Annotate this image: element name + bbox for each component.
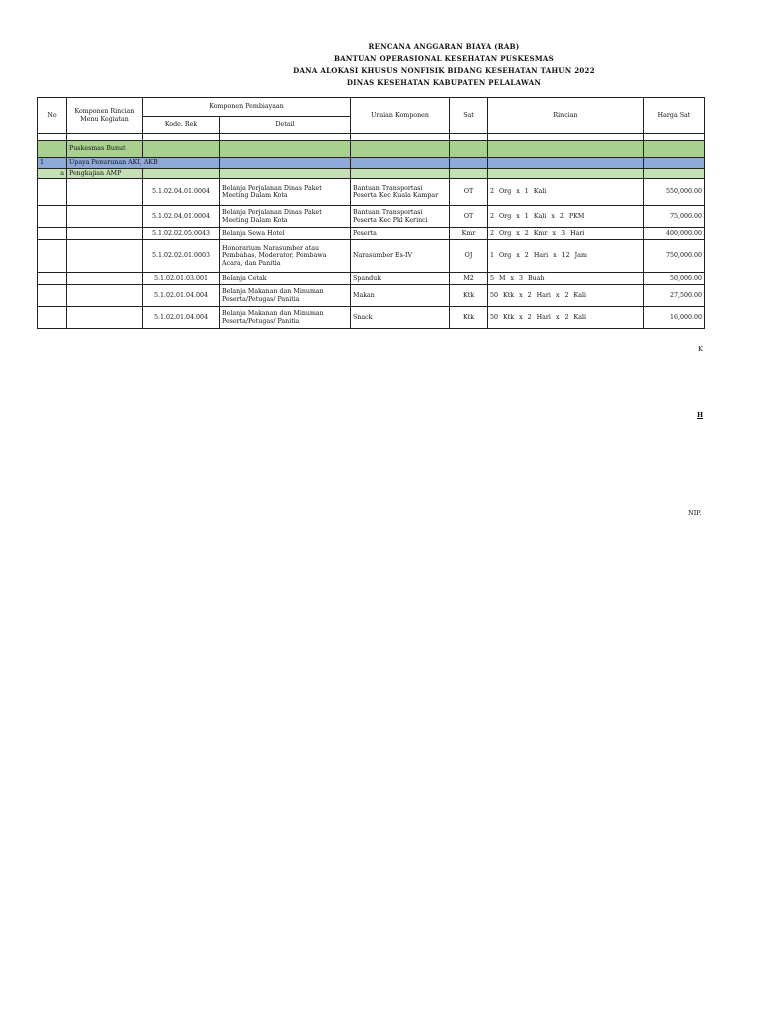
section-row (38, 141, 705, 158)
rincian-token: x (551, 212, 555, 220)
rincian-token: 12 (561, 252, 570, 260)
cell-uraian: Narasumber Es-IV (351, 240, 450, 273)
header-sat: Sat (450, 98, 488, 134)
cell-kode: 5.1.02.02.01.0003 (143, 240, 220, 273)
cell-detail: Honorarium Narasumber atau Pembahas, Moderator, Pembawa Acara, dan Panitia (220, 240, 351, 273)
cell-sat: M2 (450, 273, 488, 285)
rincian-token: 1 (490, 252, 495, 260)
title-line-2: BANTUAN OPERASIONAL KESEHATAN PUSKESMAS (333, 54, 555, 63)
rincian-token: 2 (527, 313, 532, 321)
rincian-token: 2 (490, 212, 495, 220)
cell-komponen (67, 307, 143, 329)
cell-uraian: Bantuan Transportasi Peserta Kec Pkl Kerinci (351, 206, 450, 228)
rincian-token: Hari (533, 252, 549, 260)
cell-sat: OT (450, 179, 488, 206)
cell-uraian: Makan (351, 285, 450, 307)
cell-kode: 5.1.02.04.01.0004 (143, 179, 220, 206)
rincian-token: 2 (559, 212, 564, 220)
rincian-token: Buah (528, 274, 545, 282)
rincian-token: x (516, 229, 520, 237)
table-row (38, 179, 705, 206)
rincian-token: Org (499, 252, 512, 260)
cell-kode: 5.1.02.02.05.0043 (143, 228, 220, 240)
rincian-token: Kali (573, 313, 587, 321)
rincian-token: 2 (527, 291, 532, 299)
cell-uraian: Spanduk (351, 273, 450, 285)
cell-detail: Belanja Makanan dan Minuman Peserta/Petugas/ Panitia (220, 285, 351, 307)
title-line-1: RENCANA ANGGARAN BIAYA (RAB) (368, 42, 520, 51)
rincian-token: Ktk (503, 291, 515, 299)
rincian-token: 50 (490, 313, 499, 321)
rincian-token: x (519, 313, 523, 321)
rincian-token: 3 (561, 229, 566, 237)
cell-kode: 5.1.02.01.04.004 (143, 285, 220, 307)
cell-rincian (488, 179, 644, 206)
cell-sat: OT (450, 206, 488, 228)
rincian-token: Jam (574, 252, 587, 260)
cell-no (38, 240, 67, 273)
header-detail: Detail (220, 117, 351, 134)
cell-harga: 550,000.00 (644, 179, 705, 206)
rincian-token: Hari (570, 229, 585, 237)
cell-rincian (488, 273, 644, 285)
subgroup-label: Pengkajian AMP (67, 169, 143, 179)
title-line-3: DANA ALOKASI KHUSUS NONFISIK BIDANG KESEHATAN TAHUN 2022 (293, 66, 595, 75)
cell-uraian: Peserta (351, 228, 450, 240)
cell-no (38, 228, 67, 240)
cell-detail: Belanja Makanan dan Minuman Peserta/Petugas/ Panitia (220, 307, 351, 329)
signature-name: H (697, 411, 704, 419)
cell-uraian: Snack (351, 307, 450, 329)
signature-nip: NIP. (688, 509, 702, 517)
cell-uraian: Bantuan Transportasi Peserta Kec Kuala Kampar (351, 179, 450, 206)
cell-harga: 16,000.00 (644, 307, 705, 329)
rincian-token: Kali (533, 212, 547, 220)
rab-table (37, 97, 705, 329)
cell-sat: OJ (450, 240, 488, 273)
header-no: No (38, 98, 67, 134)
rincian-token: Hari (536, 313, 551, 321)
cell-kode: 5.1.02.04.01.0004 (143, 206, 220, 228)
cell-harga: 400,000.00 (644, 228, 705, 240)
rincian-token: 5 (490, 274, 495, 282)
rincian-token: 2 (564, 291, 569, 299)
cell-komponen (67, 273, 143, 285)
rincian-token: Org (499, 212, 512, 220)
header-komponen: Komponen Rincian Menu Kegiatan (67, 98, 143, 134)
rincian-token: PKM (568, 212, 585, 220)
rincian-token: x (516, 212, 520, 220)
group-label: Upaya Penurunan AKI, AKB (67, 158, 220, 169)
rincian-token: x (555, 291, 560, 299)
cell-sat: Kmr (450, 228, 488, 240)
cell-no (38, 285, 67, 307)
table-row (38, 228, 705, 240)
cell-komponen (67, 240, 143, 273)
rincian-token: Kali (573, 291, 587, 299)
header-uraian: Uraian Komponen (351, 98, 450, 134)
subgroup-row (38, 169, 705, 179)
signature-place: K (698, 345, 703, 353)
cell-kode: 5.1.02.01.03.001 (143, 273, 220, 285)
group-row (38, 158, 705, 169)
rincian-token: x (519, 291, 523, 299)
title-line-4: DINAS KESEHATAN KABUPATEN PELALAWAN (346, 78, 542, 87)
rincian-token: Hari (536, 291, 551, 299)
cell-komponen (67, 179, 143, 206)
rincian-token: Kmr (533, 229, 548, 237)
cell-rincian (488, 228, 644, 240)
cell-detail: Belanja Cetak (220, 273, 351, 285)
cell-detail: Belanja Perjalanan Dinas Paket Meeting Dalam Kota (220, 206, 351, 228)
document-header (0, 41, 768, 89)
subgroup-no: a (38, 169, 67, 179)
rincian-token: Org (499, 188, 512, 196)
rincian-token: 2 (524, 252, 529, 260)
section-label: Puskesmas Bunut (67, 141, 143, 158)
cell-sat: Ktk (450, 307, 488, 329)
cell-harga: 27,500.00 (644, 285, 705, 307)
table-row (38, 240, 705, 273)
cell-no (38, 307, 67, 329)
cell-sat: Ktk (450, 285, 488, 307)
rincian-token: 2 (490, 229, 495, 237)
cell-rincian (488, 206, 644, 228)
rincian-token: x (516, 252, 520, 260)
rincian-token: 2 (564, 313, 569, 321)
rincian-token: Kali (533, 188, 547, 196)
header-pembiayaan: Komponen Pembiayaan (143, 98, 351, 117)
cell-no (38, 179, 67, 206)
cell-komponen (67, 228, 143, 240)
rincian-token: 1 (524, 188, 529, 196)
rincian-token: Ktk (503, 313, 515, 321)
header-kode: Kode. Rek (143, 117, 220, 134)
rincian-token: 3 (519, 274, 524, 282)
cell-kode: 5.1.02.01.04.004 (143, 307, 220, 329)
spacer-row (38, 134, 705, 141)
rincian-token: M (499, 274, 506, 282)
cell-rincian (488, 307, 644, 329)
header-harga: Harga Sat (644, 98, 705, 134)
header-rincian: Rincian (488, 98, 644, 134)
rincian-token: 2 (490, 188, 495, 196)
table-row (38, 206, 705, 228)
cell-rincian (488, 240, 644, 273)
rincian-token: 1 (524, 212, 529, 220)
cell-komponen (67, 206, 143, 228)
rincian-token: x (510, 274, 515, 282)
group-no: 1 (38, 158, 67, 169)
cell-no (38, 206, 67, 228)
cell-no (38, 273, 67, 285)
cell-rincian (488, 285, 644, 307)
rincian-token: x (553, 252, 557, 260)
rincian-token: 2 (524, 229, 529, 237)
rincian-token: x (516, 188, 520, 196)
table-row (38, 285, 705, 307)
table-row (38, 273, 705, 285)
rincian-token: 50 (490, 291, 499, 299)
cell-harga: 750,000.00 (644, 240, 705, 273)
rincian-token: Org (499, 229, 512, 237)
rincian-token: x (552, 229, 557, 237)
cell-detail: Belanja Sewa Hotel (220, 228, 351, 240)
cell-harga: 50,000.00 (644, 273, 705, 285)
cell-komponen (67, 285, 143, 307)
cell-detail: Belanja Perjalanan Dinas Paket Meeting Dalam Kota (220, 179, 351, 206)
cell-harga: 75,000.00 (644, 206, 705, 228)
table-row (38, 307, 705, 329)
rincian-token: x (555, 313, 560, 321)
